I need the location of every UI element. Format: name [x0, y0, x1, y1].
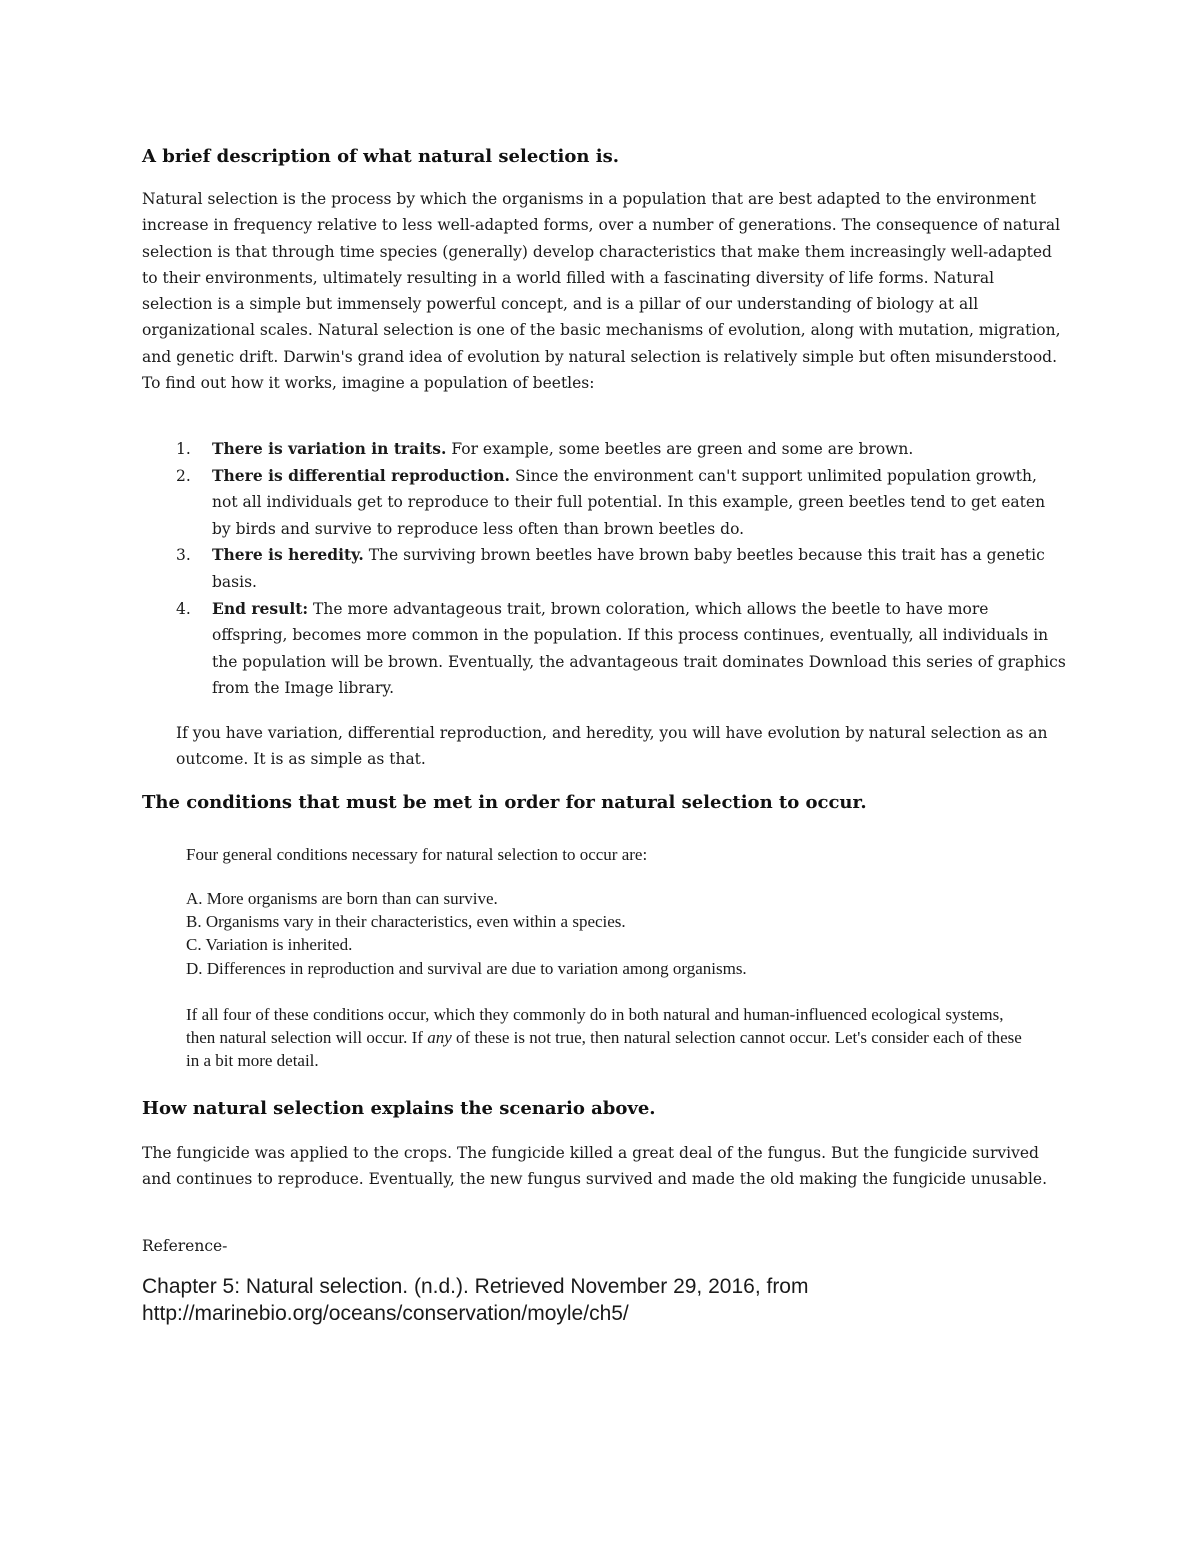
list-item — [142, 436, 1067, 463]
list-item — [142, 542, 1067, 595]
intro-paragraph: Natural selection is the process by which the organisms in a population that are best adapted to the environment increase in frequency relative to less well-adapted forms, over a number of generations. The consequence of natural selection is that through time species (generally) develop characteristics that make them increasingly well-adapted to their environments, ultimately resulting in a world filled with a fascinating diversity of life forms. Natural selection is a simple but immensely powerful concept, and is a pillar of our understanding of biology at all organizational scales. Natural selection is one of the basic mechanisms of evolution, along with mutation, migration, and genetic drift. Darwin's grand idea of evolution by natural selection is relatively simple but often misunderstood. To find out how it works, imagine a population of beetles: — [142, 190, 1061, 393]
list-item-bold: There is differential reproduction. — [212, 465, 511, 485]
section-heading-scenario: How natural selection explains the scenario above. — [142, 1098, 656, 1119]
list-number: 2. — [176, 466, 191, 485]
section-heading-natural-selection: A brief description of what natural selection is. — [142, 146, 619, 167]
conditions-emphasis: any — [427, 1028, 452, 1048]
list-number: 3. — [176, 546, 191, 565]
list-number: 4. — [176, 599, 191, 618]
conditions-text-after: of these is not true, then natural selection cannot occur. Let's consider each of these in a bit more detail. — [186, 1028, 1022, 1071]
list-item-bold: End result: — [212, 598, 309, 618]
reference-citation: Chapter 5: Natural selection. (n.d.). Retrieved November 29, 2016, from http://marinebio.org/oceans/conservation/moyle/ch5/ — [142, 1275, 809, 1325]
condition-item: D. Differences in reproduction and survival are due to variation among organisms. — [186, 958, 747, 978]
list-item-text: The more advantageous trait, brown coloration, which allows the beetle to have more offspring, becomes more common in the population. If this process continues, eventually, all individuals in the population will be brown. Eventually, the advantageous trait dominates Download this series of graphics from the Image library. — [212, 599, 1066, 698]
section-heading-conditions: The conditions that must be met in order for natural selection to occur. — [142, 792, 867, 813]
list-item-text: For example, some beetles are green and some are brown. — [446, 440, 914, 458]
list-item — [142, 596, 1067, 702]
condition-item: B. Organisms vary in their characteristics, even within a species. — [186, 912, 626, 932]
closing-paragraph: If you have variation, differential reproduction, and heredity, you will have evolution by natural selection as an outcome. It is as simple as that. — [176, 724, 1048, 769]
scenario-paragraph: The fungicide was applied to the crops. The fungicide killed a great deal of the fungus. But the fungicide survived and continues to reproduce. Eventually, the new fungus survived and made the old making the fungicide unusable. — [142, 1144, 1048, 1189]
list-item — [142, 463, 1067, 543]
beetle-steps-list — [142, 436, 1067, 702]
conditions-intro: Four general conditions necessary for natural selection to occur are: — [186, 845, 648, 864]
list-item-text: The surviving brown beetles have brown baby beetles because this trait has a genetic basis. — [212, 546, 1045, 591]
list-number: 1. — [176, 440, 191, 458]
list-item-bold: There is variation in traits. — [212, 439, 447, 458]
conditions-text-before: If all four of these conditions occur, which they commonly do in both natural and human-influenced ecological systems, then natural selection will occur. If — [186, 1005, 1004, 1048]
reference-label: Reference- — [142, 1237, 228, 1255]
conditions-paragraph — [186, 1003, 1026, 1073]
condition-item: C. Variation is inherited. — [186, 935, 353, 955]
condition-item: A. More organisms are born than can survive. — [186, 889, 498, 908]
list-item-text: Since the environment can't support unlimited population growth, not all individuals get to reproduce to their full potential. In this example, green beetles tend to get eaten by birds and survive to reproduce less often than brown beetles do. — [212, 466, 1046, 538]
conditions-list — [186, 887, 747, 980]
list-item-bold: There is heredity. — [212, 545, 364, 565]
